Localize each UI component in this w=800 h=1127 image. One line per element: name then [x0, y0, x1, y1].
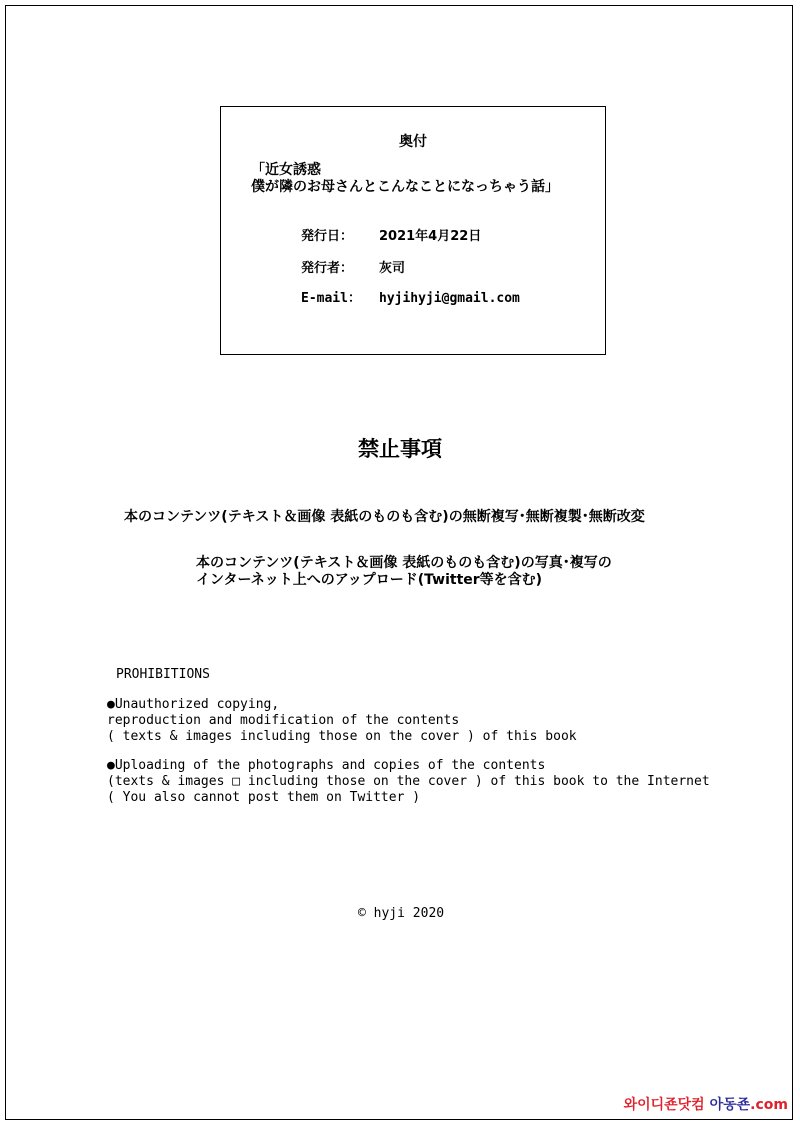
book-title-line1: 「近女誘惑 [251, 162, 321, 178]
email-label: E-mail： [301, 291, 361, 306]
email-row [301, 287, 520, 306]
book-title-line2: 僕が隣のお母さんとこんなことになっちゃう話」 [251, 179, 559, 195]
publisher-value: 灰司 [379, 261, 406, 276]
prohibitions-heading-en: PROHIBITIONS [116, 667, 210, 682]
prohibition-en-item1 [107, 697, 577, 745]
watermark-part3: .com [750, 1097, 788, 1113]
prohibition-en-item1-line1: ●Unauthorized copying, [107, 697, 280, 712]
prohibition-en-item2-line3: ( You also cannot post them on Twitter ) [107, 790, 421, 805]
colophon-box [220, 106, 606, 355]
publisher-label: 発行者： [301, 261, 354, 276]
publisher-row [301, 257, 405, 276]
prohibition-en-item2-line1: ●Uploading of the photographs and copies of the contents [107, 758, 546, 773]
release-date-row [301, 225, 481, 244]
colophon-title: 奥付 [399, 134, 427, 150]
release-date-label: 発行日： [301, 229, 354, 244]
prohibition-en-item1-line3: ( texts & images including those on the cover ) of this book [107, 729, 577, 744]
email-value: hyjihyji@gmail.com [379, 291, 520, 306]
prohibition-en-item1-line2: reproduction and modification of the contents [107, 713, 460, 728]
prohibition-jp-item2-line1: 本のコンテンツ(テキスト＆画像 表紙のものも含む)の写真･複写の [196, 555, 612, 571]
book-title [251, 162, 559, 196]
watermark-part2: 아동죤 [709, 1097, 751, 1113]
copyright-notice: © hyji 2020 [358, 906, 445, 921]
prohibition-jp-item1: 本のコンテンツ(テキスト＆画像 表紙のものも含む)の無断複写･無断複製･無断改変 [124, 509, 645, 525]
site-watermark [624, 1094, 788, 1114]
prohibitions-heading-jp: 禁止事項 [358, 437, 442, 461]
watermark-part1: 와이디죤닷컴 [623, 1097, 705, 1113]
release-date-value: 2021年4月22日 [379, 229, 482, 244]
prohibition-en-item2 [107, 758, 710, 806]
prohibition-jp-item2-line2: インターネット上へのアップロード(Twitter等を含む) [196, 572, 543, 588]
prohibition-en-item2-line2: (texts & images □ including those on the cover ) of this book to the Internet [107, 774, 710, 789]
prohibition-jp-item2 [196, 555, 612, 589]
